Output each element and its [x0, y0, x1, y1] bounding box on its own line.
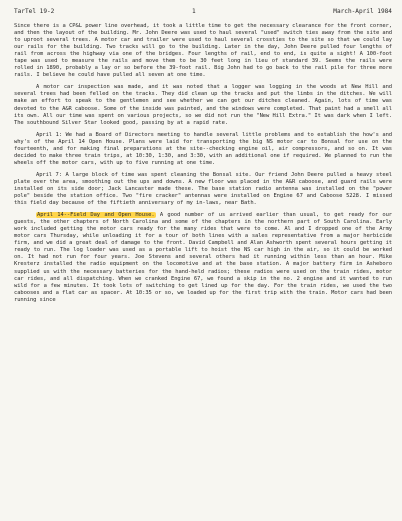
paragraph-april-14-body: A good number of us arrived earlier than usual, to get ready for our guests, the other chapters of North Carolina and some of the chapters in the northern part of South Carolina. Early work included getting the motor cars ready for the many rides that were to come. Al and I dropped one of the Army motor cars Thursday, while unloading it for a tour of both lines with a sales representative from a major herbicide firm, and we did a great deal of damage to the front. David Campbell and Alan Ashworth spent several hours getting it ready to run. The log loader was used as a portable lift to hoist the NS car high in the air, so it could be worked on. It had not run for four years. Joe Stevens and several others had it running within less than an hour. Mike Kresterz installed the radio equipment on the locomotive and at the base station. A major battery firm in Asheboro supplied us with the necessary batteries for the hand-held radios; these radios were used on the train rides, motor car rides, and all dispatching. When we cranked Engine 67, we found a skip in the no. 2 engine and it wanted to run wild for a few minutes. It took lots of switching to get lined up for the day. For the train rides, we used the two cabooses and a flat car as spacer. At 10:35 or so, we loaded up for the first trip with the train. Motor cars had been running since	[14, 212, 392, 303]
issue-date: March-April 1984	[333, 8, 392, 15]
page-header	[14, 8, 392, 15]
highlighted-heading: April 14--Field Day and Open House.	[37, 212, 155, 219]
paragraph-april-14	[14, 212, 392, 304]
page-number: 1	[191, 8, 196, 15]
paragraph-april-1: April 1: We had a Board of Directors meeting to handle several little problems and to establish the how's and why's of the April 14 Open House. Plans were laid for transporting the big NS motor car to Bonsal for use on the fourteenth, and for making final preparations at the site--checking engine oil, air compressors, and so on. It was decided to make three train trips, at 10:30, 1:30, and 3:30, with an additional one if required. We planned to run the wheels off the motor cars, with up to five running at one time.	[14, 131, 392, 166]
paragraph-building-layout: Since there is a CP&L power line overhead, it took a little time to get the necessary clearance for the front corner, and then the layout of the building. Mr. John Deere was used to haul several "used" switch ties away from the site and to uproot several trees. A motor car and trailer were used to haul several crossties to the site so that we could lay our rails for the building. Two tracks will go to the building. Later in the day, John Deere pulled four lengths of rail from across the highway via one of the bridges. Four lengths of rail, end to end, is quite a sight! A 100-foot tape was used to measure the rails and move them to be 30 feet long in lieu of standard 39. Seems the rails were rolled in 1890, probably a lay or so before the 39-foot rail. Big John had to go back to the rail pile for three more rails. I believe he could have pulled all seven at one time.	[14, 23, 392, 79]
newsletter-issue: TarTel 19-2	[14, 8, 55, 15]
paragraph-april-7: April 7: A large block of time was spent cleaning the Bonsal site. Our friend John Deere pulled a heavy steel plate over the area, smoothing out the ups and downs. A new floor was placed in the A&R caboose, and guard rails were installed on its side door; Jack Lancaster made these. The base station radio antenna was installed on the "power pole" beside the station office. Two "fire cracker" antennas were installed on Engine 67 and Caboose 5228. I missed this field day because of the fiftieth anniversary of my in-laws, near Bath.	[14, 171, 392, 207]
paragraph-motor-car-inspection: A motor car inspection was made, and it was noted that a logger was logging in the woods at New Hill and several trees had been felled on the tracks. They did clean up the tracks and put the limbs in the ditches. We will make an effort to speak to the gentlemen and see whether we can get our ditches cleaned. Again, lots of time was devoted to the A&R caboose. Some of the inside was painted, and the windows were completed. That paint had a smell all its own. All our time was spent on various projects, so we did not run the "New Hill Extra." It was dark when I left. The southbound Silver Star looked good, passing by at a rapid rate.	[14, 84, 392, 126]
